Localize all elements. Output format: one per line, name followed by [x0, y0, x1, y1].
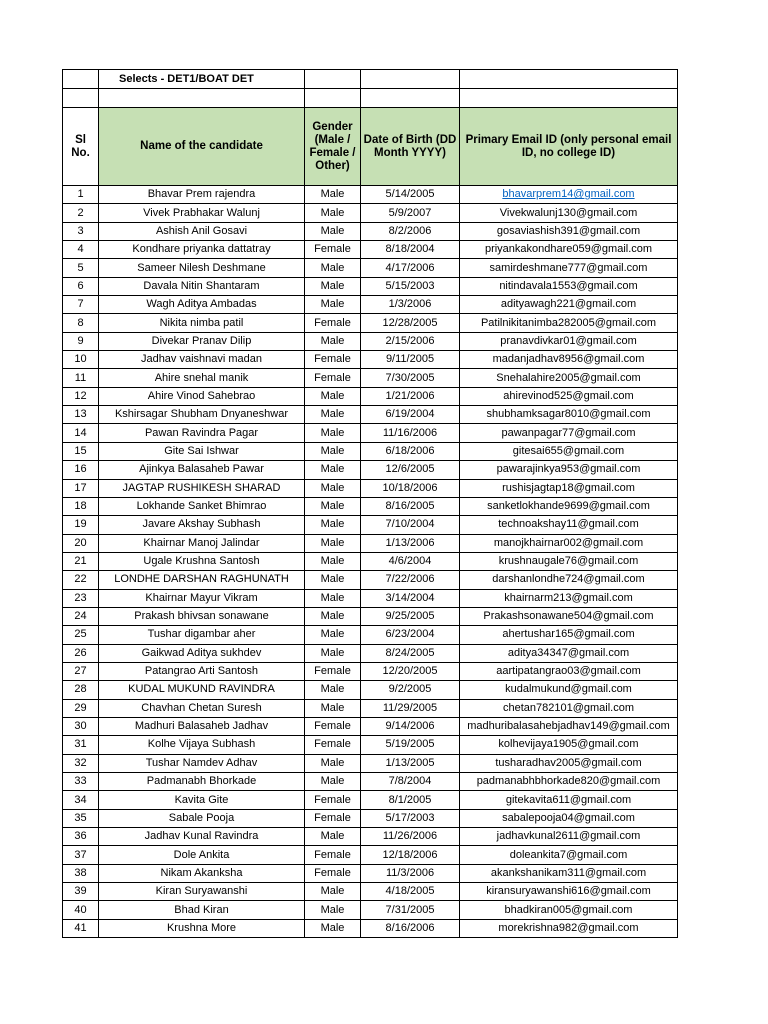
table-row: [63, 846, 678, 864]
cell-sl-no[interactable]: 41: [63, 919, 99, 937]
cell-gender[interactable]: Male: [305, 204, 361, 222]
cell-candidate-name[interactable]: Nikam Akanksha: [99, 864, 305, 882]
empty-cell[interactable]: [305, 89, 361, 108]
cell-date-of-birth[interactable]: 7/22/2006: [361, 571, 460, 589]
empty-cell[interactable]: [63, 89, 99, 108]
cell-date-of-birth[interactable]: 7/10/2004: [361, 516, 460, 534]
cell-email[interactable]: madanjadhav8956@gmail.com: [460, 351, 678, 369]
cell-date-of-birth[interactable]: 8/24/2005: [361, 644, 460, 662]
cell-date-of-birth[interactable]: 8/1/2005: [361, 791, 460, 809]
cell-sl-no[interactable]: 15: [63, 442, 99, 460]
cell-date-of-birth[interactable]: 11/3/2006: [361, 864, 460, 882]
cell-candidate-name[interactable]: Divekar Pranav Dilip: [99, 332, 305, 350]
cell-gender[interactable]: Male: [305, 497, 361, 515]
cell-candidate-name[interactable]: LONDHE DARSHAN RAGHUNATH: [99, 571, 305, 589]
table-row: [63, 571, 678, 589]
cell-gender[interactable]: Male: [305, 277, 361, 295]
cell-gender[interactable]: Male: [305, 406, 361, 424]
cell-sl-no[interactable]: 4: [63, 241, 99, 259]
table-row: [63, 516, 678, 534]
cell-email[interactable]: madhuribalasahebjadhav149@gmail.com: [460, 717, 678, 735]
cell-date-of-birth[interactable]: 9/2/2005: [361, 681, 460, 699]
table-row: [63, 901, 678, 919]
cell-gender[interactable]: Female: [305, 717, 361, 735]
cell-sl-no[interactable]: 39: [63, 883, 99, 901]
table-row: [63, 479, 678, 497]
table-row: [63, 883, 678, 901]
table-row: [63, 717, 678, 735]
table-row: [63, 791, 678, 809]
cell-date-of-birth[interactable]: 6/18/2006: [361, 442, 460, 460]
cell-candidate-name[interactable]: Jadhav Kunal Ravindra: [99, 828, 305, 846]
table-row: [63, 552, 678, 570]
table-row: [63, 497, 678, 515]
table-row: [63, 204, 678, 222]
cell-candidate-name[interactable]: Sabale Pooja: [99, 809, 305, 827]
cell-candidate-name[interactable]: Kolhe Vijaya Subhash: [99, 736, 305, 754]
cell-email[interactable]: shubhamksagar8010@gmail.com: [460, 406, 678, 424]
cell-date-of-birth[interactable]: 9/14/2006: [361, 717, 460, 735]
table-row: [63, 296, 678, 314]
title-row: [63, 70, 678, 89]
cell-candidate-name[interactable]: Patangrao Arti Santosh: [99, 662, 305, 680]
table-row: [63, 864, 678, 882]
cell-email[interactable]: pawanpagar77@gmail.com: [460, 424, 678, 442]
cell-email[interactable]: ahertushar165@gmail.com: [460, 626, 678, 644]
cell-gender[interactable]: Male: [305, 828, 361, 846]
cell-date-of-birth[interactable]: 1/13/2005: [361, 754, 460, 772]
cell-sl-no[interactable]: 23: [63, 589, 99, 607]
cell-gender[interactable]: Male: [305, 516, 361, 534]
cell-email[interactable]: kiransuryawanshi616@gmail.com: [460, 883, 678, 901]
header-gender[interactable]: Gender (Male / Female / Other): [305, 108, 361, 186]
cell-gender[interactable]: Female: [305, 369, 361, 387]
cell-gender[interactable]: Male: [305, 424, 361, 442]
cell-sl-no[interactable]: 25: [63, 626, 99, 644]
cell-date-of-birth[interactable]: 1/13/2006: [361, 534, 460, 552]
cell-gender[interactable]: Male: [305, 461, 361, 479]
cell-candidate-name[interactable]: Kondhare priyanka dattatray: [99, 241, 305, 259]
table-row: [63, 534, 678, 552]
cell-candidate-name[interactable]: Kshirsagar Shubham Dnyaneshwar: [99, 406, 305, 424]
cell-gender[interactable]: Female: [305, 846, 361, 864]
cell-email[interactable]: aartipatangrao03@gmail.com: [460, 662, 678, 680]
header-sl-no[interactable]: Sl No.: [63, 108, 99, 186]
cell-sl-no[interactable]: 35: [63, 809, 99, 827]
blank-row: [63, 89, 678, 108]
table-row: [63, 461, 678, 479]
cell-gender[interactable]: Female: [305, 241, 361, 259]
cell-gender[interactable]: Male: [305, 387, 361, 405]
cell-gender[interactable]: Female: [305, 736, 361, 754]
cell-sl-no[interactable]: 9: [63, 332, 99, 350]
cell-email[interactable]: pranavdivkar01@gmail.com: [460, 332, 678, 350]
cell-sl-no[interactable]: 40: [63, 901, 99, 919]
cell-sl-no[interactable]: 14: [63, 424, 99, 442]
cell-email[interactable]: pawarajinkya953@gmail.com: [460, 461, 678, 479]
cell-gender[interactable]: Male: [305, 222, 361, 240]
cell-candidate-name[interactable]: JAGTAP RUSHIKESH SHARAD: [99, 479, 305, 497]
cell-date-of-birth[interactable]: 11/26/2006: [361, 828, 460, 846]
cell-date-of-birth[interactable]: 11/29/2005: [361, 699, 460, 717]
cell-email[interactable]: doleankita7@gmail.com: [460, 846, 678, 864]
cell-sl-no[interactable]: 24: [63, 607, 99, 625]
cell-email[interactable]: gitesai655@gmail.com: [460, 442, 678, 460]
table-row: [63, 919, 678, 937]
cell-gender[interactable]: Male: [305, 607, 361, 625]
table-row: [63, 773, 678, 791]
cell-sl-no[interactable]: 30: [63, 717, 99, 735]
cell-gender[interactable]: Male: [305, 479, 361, 497]
cell-gender[interactable]: Female: [305, 314, 361, 332]
table-body: [63, 70, 678, 938]
cell-candidate-name[interactable]: Gaikwad Aditya sukhdev: [99, 644, 305, 662]
table-row: [63, 589, 678, 607]
cell-email[interactable]: kolhevijaya1905@gmail.com: [460, 736, 678, 754]
cell-gender[interactable]: Male: [305, 644, 361, 662]
cell-date-of-birth[interactable]: 1/3/2006: [361, 296, 460, 314]
cell-sl-no[interactable]: 36: [63, 828, 99, 846]
cell-candidate-name[interactable]: Bhad Kiran: [99, 901, 305, 919]
cell-sl-no[interactable]: 29: [63, 699, 99, 717]
candidate-table: [62, 69, 678, 938]
cell-date-of-birth[interactable]: 5/14/2005: [361, 186, 460, 204]
cell-sl-no[interactable]: 12: [63, 387, 99, 405]
cell-email[interactable]: bhadkiran005@gmail.com: [460, 901, 678, 919]
cell-date-of-birth[interactable]: 12/20/2005: [361, 662, 460, 680]
cell-candidate-name[interactable]: Bhavar Prem rajendra: [99, 186, 305, 204]
cell-date-of-birth[interactable]: 5/17/2003: [361, 809, 460, 827]
table-row: [63, 222, 678, 240]
cell-date-of-birth[interactable]: 5/19/2005: [361, 736, 460, 754]
cell-date-of-birth[interactable]: 12/18/2006: [361, 846, 460, 864]
cell-sl-no[interactable]: 21: [63, 552, 99, 570]
cell-candidate-name[interactable]: Ahire Vinod Sahebrao: [99, 387, 305, 405]
cell-gender[interactable]: Male: [305, 901, 361, 919]
cell-date-of-birth[interactable]: 8/2/2006: [361, 222, 460, 240]
cell-gender[interactable]: Male: [305, 259, 361, 277]
cell-sl-no[interactable]: 10: [63, 351, 99, 369]
table-row: [63, 424, 678, 442]
cell-sl-no[interactable]: 31: [63, 736, 99, 754]
cell-candidate-name[interactable]: Krushna More: [99, 919, 305, 937]
cell-candidate-name[interactable]: Padmanabh Bhorkade: [99, 773, 305, 791]
cell-gender[interactable]: Male: [305, 883, 361, 901]
cell-email[interactable]: Vivekwalunj130@gmail.com: [460, 204, 678, 222]
cell-email[interactable]: priyankakondhare059@gmail.com: [460, 241, 678, 259]
cell-candidate-name[interactable]: Ashish Anil Gosavi: [99, 222, 305, 240]
cell-email[interactable]: jadhavkunal2611@gmail.com: [460, 828, 678, 846]
cell-sl-no[interactable]: 13: [63, 406, 99, 424]
cell-date-of-birth[interactable]: 8/16/2006: [361, 919, 460, 937]
header-date-of-birth[interactable]: Date of Birth (DD Month YYYY): [361, 108, 460, 186]
cell-candidate-name[interactable]: Pawan Ravindra Pagar: [99, 424, 305, 442]
cell-date-of-birth[interactable]: 5/9/2007: [361, 204, 460, 222]
cell-gender[interactable]: Male: [305, 919, 361, 937]
empty-cell[interactable]: [460, 70, 678, 89]
cell-date-of-birth[interactable]: 11/16/2006: [361, 424, 460, 442]
cell-date-of-birth[interactable]: 9/11/2005: [361, 351, 460, 369]
cell-sl-no[interactable]: 20: [63, 534, 99, 552]
cell-date-of-birth[interactable]: 2/15/2006: [361, 332, 460, 350]
cell-gender[interactable]: Male: [305, 699, 361, 717]
cell-date-of-birth[interactable]: 4/6/2004: [361, 552, 460, 570]
cell-candidate-name[interactable]: Lokhande Sanket Bhimrao: [99, 497, 305, 515]
cell-email[interactable]: sabalepooja04@gmail.com: [460, 809, 678, 827]
table-row: [63, 736, 678, 754]
cell-email[interactable]: kudalmukund@gmail.com: [460, 681, 678, 699]
cell-email[interactable]: Snehalahire2005@gmail.com: [460, 369, 678, 387]
cell-candidate-name[interactable]: Tushar digambar aher: [99, 626, 305, 644]
table-row: [63, 241, 678, 259]
cell-sl-no[interactable]: 38: [63, 864, 99, 882]
cell-candidate-name[interactable]: Prakash bhivsan sonawane: [99, 607, 305, 625]
table-row: [63, 754, 678, 772]
cell-gender[interactable]: Female: [305, 662, 361, 680]
cell-email[interactable]: manojkhairnar002@gmail.com: [460, 534, 678, 552]
cell-candidate-name[interactable]: Jadhav vaishnavi madan: [99, 351, 305, 369]
cell-date-of-birth[interactable]: 6/19/2004: [361, 406, 460, 424]
table-row: [63, 186, 678, 204]
cell-sl-no[interactable]: 11: [63, 369, 99, 387]
cell-candidate-name[interactable]: Ahire snehal manik: [99, 369, 305, 387]
cell-date-of-birth[interactable]: 5/15/2003: [361, 277, 460, 295]
cell-date-of-birth[interactable]: 7/31/2005: [361, 901, 460, 919]
cell-candidate-name[interactable]: Chavhan Chetan Suresh: [99, 699, 305, 717]
cell-candidate-name[interactable]: Javare Akshay Subhash: [99, 516, 305, 534]
cell-gender[interactable]: Female: [305, 809, 361, 827]
cell-email[interactable]: [460, 186, 678, 204]
table-row: [63, 607, 678, 625]
cell-email[interactable]: adityawagh221@gmail.com: [460, 296, 678, 314]
cell-gender[interactable]: Male: [305, 296, 361, 314]
cell-email[interactable]: akankshanikam311@gmail.com: [460, 864, 678, 882]
cell-candidate-name[interactable]: Kiran Suryawanshi: [99, 883, 305, 901]
table-row: [63, 277, 678, 295]
cell-date-of-birth[interactable]: 7/8/2004: [361, 773, 460, 791]
cell-sl-no[interactable]: 28: [63, 681, 99, 699]
table-row: [63, 387, 678, 405]
cell-candidate-name[interactable]: Nikita nimba patil: [99, 314, 305, 332]
empty-cell[interactable]: [361, 70, 460, 89]
table-row: [63, 314, 678, 332]
sheet-title[interactable]: Selects - DET1/BOAT DET: [99, 70, 305, 89]
email-link[interactable]: bhavarprem14@gmail.com: [502, 188, 635, 201]
cell-candidate-name[interactable]: Gite Sai Ishwar: [99, 442, 305, 460]
cell-date-of-birth[interactable]: 8/16/2005: [361, 497, 460, 515]
table-row: [63, 332, 678, 350]
table-row: [63, 662, 678, 680]
header-candidate-name[interactable]: Name of the candidate: [99, 108, 305, 186]
cell-date-of-birth[interactable]: 9/25/2005: [361, 607, 460, 625]
cell-sl-no[interactable]: 5: [63, 259, 99, 277]
cell-email[interactable]: technoakshay11@gmail.com: [460, 516, 678, 534]
cell-candidate-name[interactable]: Kavita Gite: [99, 791, 305, 809]
cell-date-of-birth[interactable]: 12/6/2005: [361, 461, 460, 479]
cell-email[interactable]: samirdeshmane777@gmail.com: [460, 259, 678, 277]
cell-candidate-name[interactable]: Khairnar Manoj Jalindar: [99, 534, 305, 552]
header-row: [63, 108, 678, 186]
empty-cell[interactable]: [361, 89, 460, 108]
cell-email[interactable]: ahirevinod525@gmail.com: [460, 387, 678, 405]
cell-gender[interactable]: Male: [305, 332, 361, 350]
cell-candidate-name[interactable]: Tushar Namdev Adhav: [99, 754, 305, 772]
cell-candidate-name[interactable]: Wagh Aditya Ambadas: [99, 296, 305, 314]
cell-candidate-name[interactable]: KUDAL MUKUND RAVINDRA: [99, 681, 305, 699]
table-row: [63, 681, 678, 699]
cell-sl-no[interactable]: 2: [63, 204, 99, 222]
cell-date-of-birth[interactable]: 1/21/2006: [361, 387, 460, 405]
cell-email[interactable]: rushisjagtap18@gmail.com: [460, 479, 678, 497]
table-row: [63, 809, 678, 827]
table-row: [63, 644, 678, 662]
header-email[interactable]: Primary Email ID (only personal email ID, no college ID): [460, 108, 678, 186]
cell-candidate-name[interactable]: Madhuri Balasaheb Jadhav: [99, 717, 305, 735]
table-row: [63, 828, 678, 846]
cell-email[interactable]: khairnarm213@gmail.com: [460, 589, 678, 607]
cell-sl-no[interactable]: 33: [63, 773, 99, 791]
cell-date-of-birth[interactable]: 10/18/2006: [361, 479, 460, 497]
cell-candidate-name[interactable]: Ajinkya Balasaheb Pawar: [99, 461, 305, 479]
cell-gender[interactable]: Male: [305, 442, 361, 460]
cell-email[interactable]: Patilnikitanimba282005@gmail.com: [460, 314, 678, 332]
table-row: [63, 406, 678, 424]
cell-email[interactable]: sanketlokhande9699@gmail.com: [460, 497, 678, 515]
cell-gender[interactable]: Female: [305, 791, 361, 809]
table-row: [63, 259, 678, 277]
cell-gender[interactable]: Male: [305, 534, 361, 552]
cell-candidate-name[interactable]: Dole Ankita: [99, 846, 305, 864]
cell-sl-no[interactable]: 27: [63, 662, 99, 680]
cell-gender[interactable]: Female: [305, 864, 361, 882]
cell-gender[interactable]: Male: [305, 186, 361, 204]
cell-sl-no[interactable]: 16: [63, 461, 99, 479]
empty-cell[interactable]: [63, 70, 99, 89]
cell-sl-no[interactable]: 37: [63, 846, 99, 864]
cell-sl-no[interactable]: 3: [63, 222, 99, 240]
cell-date-of-birth[interactable]: 12/28/2005: [361, 314, 460, 332]
cell-sl-no[interactable]: 32: [63, 754, 99, 772]
table-row: [63, 369, 678, 387]
cell-date-of-birth[interactable]: 6/23/2004: [361, 626, 460, 644]
cell-gender[interactable]: Male: [305, 773, 361, 791]
cell-email[interactable]: tusharadhav2005@gmail.com: [460, 754, 678, 772]
cell-date-of-birth[interactable]: 4/17/2006: [361, 259, 460, 277]
cell-candidate-name[interactable]: Vivek Prabhakar Walunj: [99, 204, 305, 222]
cell-sl-no[interactable]: 19: [63, 516, 99, 534]
cell-email[interactable]: nitindavala1553@gmail.com: [460, 277, 678, 295]
cell-sl-no[interactable]: 8: [63, 314, 99, 332]
table-row: [63, 626, 678, 644]
cell-gender[interactable]: Female: [305, 351, 361, 369]
cell-date-of-birth[interactable]: 4/18/2005: [361, 883, 460, 901]
cell-sl-no[interactable]: 34: [63, 791, 99, 809]
cell-sl-no[interactable]: 6: [63, 277, 99, 295]
cell-gender[interactable]: Male: [305, 626, 361, 644]
cell-gender[interactable]: Male: [305, 571, 361, 589]
empty-cell[interactable]: [305, 70, 361, 89]
cell-sl-no[interactable]: 18: [63, 497, 99, 515]
table-row: [63, 351, 678, 369]
cell-sl-no[interactable]: 7: [63, 296, 99, 314]
cell-gender[interactable]: Male: [305, 681, 361, 699]
table-row: [63, 699, 678, 717]
cell-gender[interactable]: Male: [305, 589, 361, 607]
cell-email[interactable]: gosaviashish391@gmail.com: [460, 222, 678, 240]
cell-email[interactable]: padmanabhbhorkade820@gmail.com: [460, 773, 678, 791]
cell-date-of-birth[interactable]: 7/30/2005: [361, 369, 460, 387]
cell-email[interactable]: darshanlondhe724@gmail.com: [460, 571, 678, 589]
cell-candidate-name[interactable]: Khairnar Mayur Vikram: [99, 589, 305, 607]
empty-cell[interactable]: [99, 89, 305, 108]
cell-candidate-name[interactable]: Sameer Nilesh Deshmane: [99, 259, 305, 277]
cell-gender[interactable]: Male: [305, 754, 361, 772]
cell-sl-no[interactable]: 26: [63, 644, 99, 662]
cell-sl-no[interactable]: 22: [63, 571, 99, 589]
cell-gender[interactable]: Male: [305, 552, 361, 570]
cell-email[interactable]: gitekavita611@gmail.com: [460, 791, 678, 809]
cell-candidate-name[interactable]: Davala Nitin Shantaram: [99, 277, 305, 295]
cell-email[interactable]: Prakashsonawane504@gmail.com: [460, 607, 678, 625]
cell-date-of-birth[interactable]: 8/18/2004: [361, 241, 460, 259]
cell-email[interactable]: morekrishna982@gmail.com: [460, 919, 678, 937]
cell-sl-no[interactable]: 17: [63, 479, 99, 497]
cell-candidate-name[interactable]: Ugale Krushna Santosh: [99, 552, 305, 570]
cell-sl-no[interactable]: 1: [63, 186, 99, 204]
cell-email[interactable]: aditya34347@gmail.com: [460, 644, 678, 662]
empty-cell[interactable]: [460, 89, 678, 108]
cell-email[interactable]: chetan782101@gmail.com: [460, 699, 678, 717]
table-row: [63, 442, 678, 460]
cell-email[interactable]: krushnaugale76@gmail.com: [460, 552, 678, 570]
cell-date-of-birth[interactable]: 3/14/2004: [361, 589, 460, 607]
